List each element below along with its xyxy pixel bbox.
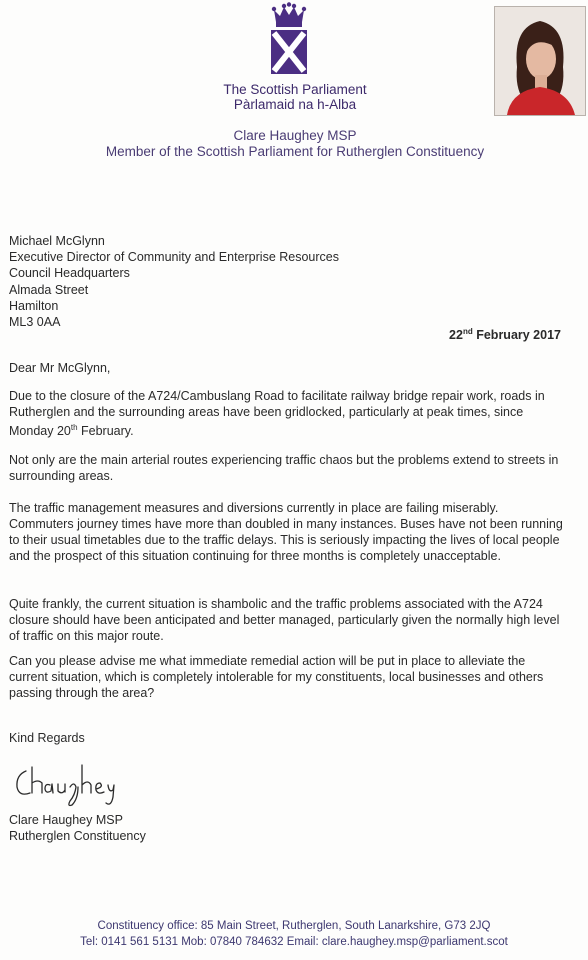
address-line: Michael McGlynn <box>9 234 105 248</box>
closing: Kind Regards <box>9 731 85 745</box>
crown-saltire-crest-icon <box>262 2 316 78</box>
address-line: Executive Director of Community and Enterprise Resources <box>9 250 339 265</box>
paragraph-1-sup: th <box>70 423 78 432</box>
date-day: 22 <box>449 328 463 343</box>
paragraph-1 <box>9 388 564 439</box>
paragraph-4: Quite frankly, the current situation is shambolic and the traffic problems associated with the A724 closure should have been anticipated and better managed, particularly given the normally high level of traffic on this major route. <box>9 597 560 643</box>
address-line: Almada Street <box>9 282 89 297</box>
paragraph-2: Not only are the main arterial routes experiencing traffic chaos but the problems extend to streets in surrounding areas. <box>9 453 559 483</box>
parliament-name-gaelic: Pàrlamaid na h-Alba <box>233 97 357 112</box>
parliament-name-english: The Scottish Parliament <box>223 82 367 97</box>
msp-name: Clare Haughey MSP <box>233 128 357 143</box>
date-rest: February 2017 <box>476 328 561 343</box>
msp-heading <box>80 128 510 160</box>
footer-contact <box>10 918 578 950</box>
footer-phone-email: Tel: 0141 561 5131 Mob: 07840 784632 Email: clare.haughey.msp@parliament.scot <box>80 936 508 948</box>
signatory-constituency: Rutherglen Constituency <box>9 829 146 843</box>
address-line: Hamilton <box>9 298 59 313</box>
msp-role: Member of the Scottish Parliament for Rutherglen Constituency <box>105 144 485 159</box>
parliament-name <box>180 82 410 112</box>
letter-date <box>380 327 561 342</box>
address-line: ML3 0AA <box>9 315 61 330</box>
salutation: Dear Mr McGlynn, <box>9 361 111 375</box>
paragraph-3: The traffic management measures and diversions currently in place are failing miserably. Commuters journey times have more than doubled in many instances. Buses have not been running to their usual timetables due to the traffic delays. This is seriously impacting the lives of local people and the prospect of this situation continuing for three months is completely unacceptable. <box>9 501 563 563</box>
paragraph-1-end: February. <box>77 424 134 439</box>
signatory <box>9 812 146 844</box>
footer-office-address: Constituency office: 85 Main Street, Rutherglen, South Lanarkshire, G73 2JQ <box>97 920 491 932</box>
paragraph-1-text: Due to the closure of the A724/Cambuslang Road to facilitate railway bridge repair work, roads in Rutherglen and the surrounding areas have been gridlocked, particularly at peak times, since Monday 20 <box>9 389 545 439</box>
address-line: Council Headquarters <box>9 266 130 281</box>
portrait-photo <box>494 6 586 116</box>
paragraph-5: Can you please advise me what immediate remedial action will be put in place to alleviate the current situation, which is completely intolerable for my constituents, local businesses and others passing through the area? <box>9 654 544 700</box>
date-suffix: nd <box>462 327 473 336</box>
handwritten-signature <box>12 757 122 809</box>
signatory-name: Clare Haughey MSP <box>9 813 123 827</box>
recipient-address <box>9 233 339 330</box>
portrait-illustration <box>495 7 585 115</box>
